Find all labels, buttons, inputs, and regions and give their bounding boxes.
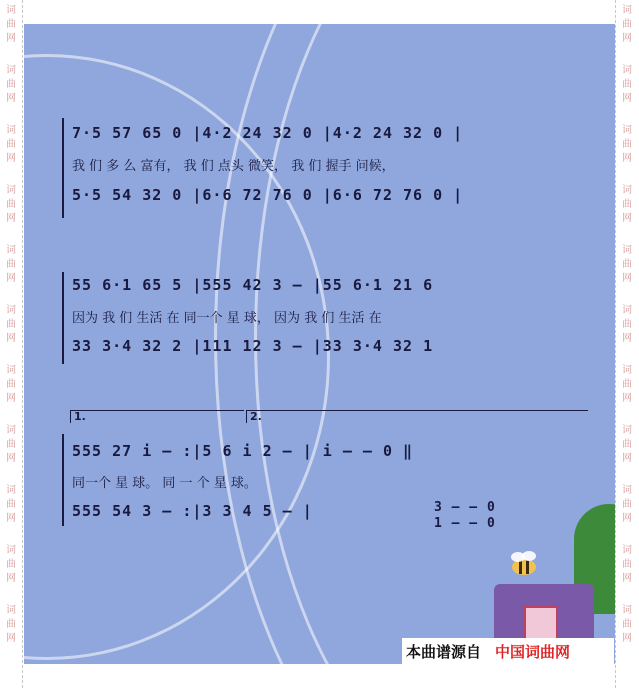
watermark-group <box>0 604 22 646</box>
system-bracket <box>62 434 64 526</box>
watermark-group <box>0 304 22 346</box>
watermark-char: 网 <box>6 573 16 584</box>
watermark-group <box>616 124 638 166</box>
watermark-char: 词 <box>6 365 16 376</box>
system1-harmony: 5·5 54 32 0 |6·6 72 76 0 |6·6 72 76 0 | <box>72 186 464 204</box>
watermark-char: 网 <box>622 273 632 284</box>
watermark-char: 曲 <box>6 139 16 150</box>
watermark-char: 网 <box>622 153 632 164</box>
watermark-char: 词 <box>6 605 16 616</box>
watermark-group <box>616 4 638 46</box>
watermark-char: 网 <box>622 93 632 104</box>
watermark-char: 网 <box>622 633 632 644</box>
watermark-group <box>616 364 638 406</box>
system-bracket <box>62 272 64 364</box>
watermark-char: 曲 <box>622 499 632 510</box>
watermark-char: 曲 <box>6 619 16 630</box>
right-margin <box>615 0 638 688</box>
watermark-group <box>616 544 638 586</box>
watermark-char: 曲 <box>6 319 16 330</box>
watermark-char: 曲 <box>622 79 632 90</box>
final-chord-bottom: 1 – – 0 <box>434 516 496 531</box>
watermark-char: 词 <box>622 5 632 16</box>
watermark-char: 词 <box>622 485 632 496</box>
system3-melody: 555 27 i – :|5 6 i 2 – | i – – 0 ‖ <box>72 442 414 460</box>
watermark-char: 词 <box>622 605 632 616</box>
watermark-char: 网 <box>622 33 632 44</box>
watermark-char: 曲 <box>622 19 632 30</box>
watermark-char: 词 <box>6 545 16 556</box>
watermark-group <box>0 64 22 106</box>
watermark-group <box>0 544 22 586</box>
system2-lyrics: 因为 我 们 生活 在 同一个 星 球， 因为 我 们 生活 在 <box>72 311 382 326</box>
watermark-char: 网 <box>6 273 16 284</box>
watermark-char: 网 <box>6 633 16 644</box>
watermark-char: 词 <box>622 65 632 76</box>
system1-lyrics: 我 们 多 么 富有， 我 们 点头 微笑， 我 们 握手 问候， <box>72 159 395 174</box>
watermark-char: 曲 <box>6 439 16 450</box>
watermark-char: 词 <box>622 185 632 196</box>
watermark-group <box>616 604 638 646</box>
watermark-char: 词 <box>6 485 16 496</box>
left-margin <box>0 0 23 688</box>
watermark-char: 网 <box>622 333 632 344</box>
watermark-char: 网 <box>6 393 16 404</box>
watermark-char: 网 <box>622 573 632 584</box>
final-chord-top: 3 – – 0 <box>434 500 496 515</box>
watermark-char: 网 <box>622 513 632 524</box>
bee-icon <box>504 549 544 579</box>
watermark-char: 曲 <box>622 379 632 390</box>
watermark-char: 曲 <box>622 139 632 150</box>
watermark-char: 词 <box>6 5 16 16</box>
watermark-group <box>0 424 22 466</box>
watermark-char: 曲 <box>622 439 632 450</box>
watermark-group <box>616 184 638 226</box>
watermark-char: 网 <box>622 213 632 224</box>
watermark-char: 词 <box>622 545 632 556</box>
system2-melody: 55 6·1 65 5 |555 42 3 – |55 6·1 21 6 <box>72 276 434 294</box>
watermark-char: 网 <box>6 33 16 44</box>
watermark-char: 网 <box>622 453 632 464</box>
watermark-char: 网 <box>6 453 16 464</box>
watermark-char: 曲 <box>622 199 632 210</box>
watermark-char: 网 <box>6 213 16 224</box>
system-bracket <box>62 118 64 218</box>
system3-harmony: 555 54 3 – :|3 3 4 5 – | <box>72 502 313 520</box>
watermark-char: 词 <box>6 125 16 136</box>
watermark-char: 词 <box>6 245 16 256</box>
watermark-char: 网 <box>6 333 16 344</box>
watermark-group <box>616 64 638 106</box>
volta-second-ending: 2. <box>246 410 588 423</box>
watermark-group <box>0 484 22 526</box>
watermark-char: 网 <box>6 93 16 104</box>
score-panel <box>24 24 615 664</box>
watermark-group <box>0 4 22 46</box>
watermark-char: 曲 <box>6 19 16 30</box>
source-footer <box>402 638 614 664</box>
watermark-group <box>0 124 22 166</box>
watermark-group <box>0 184 22 226</box>
watermark-char: 词 <box>622 245 632 256</box>
watermark-group <box>0 244 22 286</box>
watermark-char: 曲 <box>622 319 632 330</box>
watermark-char: 词 <box>6 185 16 196</box>
watermark-char: 曲 <box>6 499 16 510</box>
watermark-char: 词 <box>622 425 632 436</box>
watermark-char: 曲 <box>622 259 632 270</box>
watermark-char: 网 <box>622 393 632 404</box>
watermark-char: 词 <box>622 305 632 316</box>
watermark-char: 词 <box>6 305 16 316</box>
watermark-char: 曲 <box>622 559 632 570</box>
watermark-char: 词 <box>622 365 632 376</box>
watermark-char: 词 <box>6 425 16 436</box>
watermark-char: 网 <box>6 513 16 524</box>
watermark-group <box>616 304 638 346</box>
site-name-link[interactable]: 中国词曲网 <box>495 642 571 661</box>
watermark-group <box>0 364 22 406</box>
system1-melody: 7·5 57 65 0 |4·2 24 32 0 |4·2 24 32 0 | <box>72 124 464 142</box>
system2-harmony: 33 3·4 32 2 |111 12 3 – |33 3·4 32 1 <box>72 337 434 355</box>
watermark-char: 曲 <box>6 259 16 270</box>
watermark-char: 网 <box>6 153 16 164</box>
watermark-char: 曲 <box>6 559 16 570</box>
source-label: 本曲谱源自 <box>406 642 482 661</box>
volta-first-ending: 1. <box>70 410 244 423</box>
watermark-char: 词 <box>622 125 632 136</box>
system3-lyrics: 同一个 星 球。 同 一 个 星 球。 <box>72 476 257 491</box>
watermark-char: 曲 <box>6 199 16 210</box>
watermark-group <box>616 424 638 466</box>
watermark-group <box>616 484 638 526</box>
watermark-char: 曲 <box>6 379 16 390</box>
watermark-char: 曲 <box>6 79 16 90</box>
watermark-char: 词 <box>6 65 16 76</box>
window-illustration <box>524 606 558 640</box>
watermark-char: 曲 <box>622 619 632 630</box>
watermark-group <box>616 244 638 286</box>
